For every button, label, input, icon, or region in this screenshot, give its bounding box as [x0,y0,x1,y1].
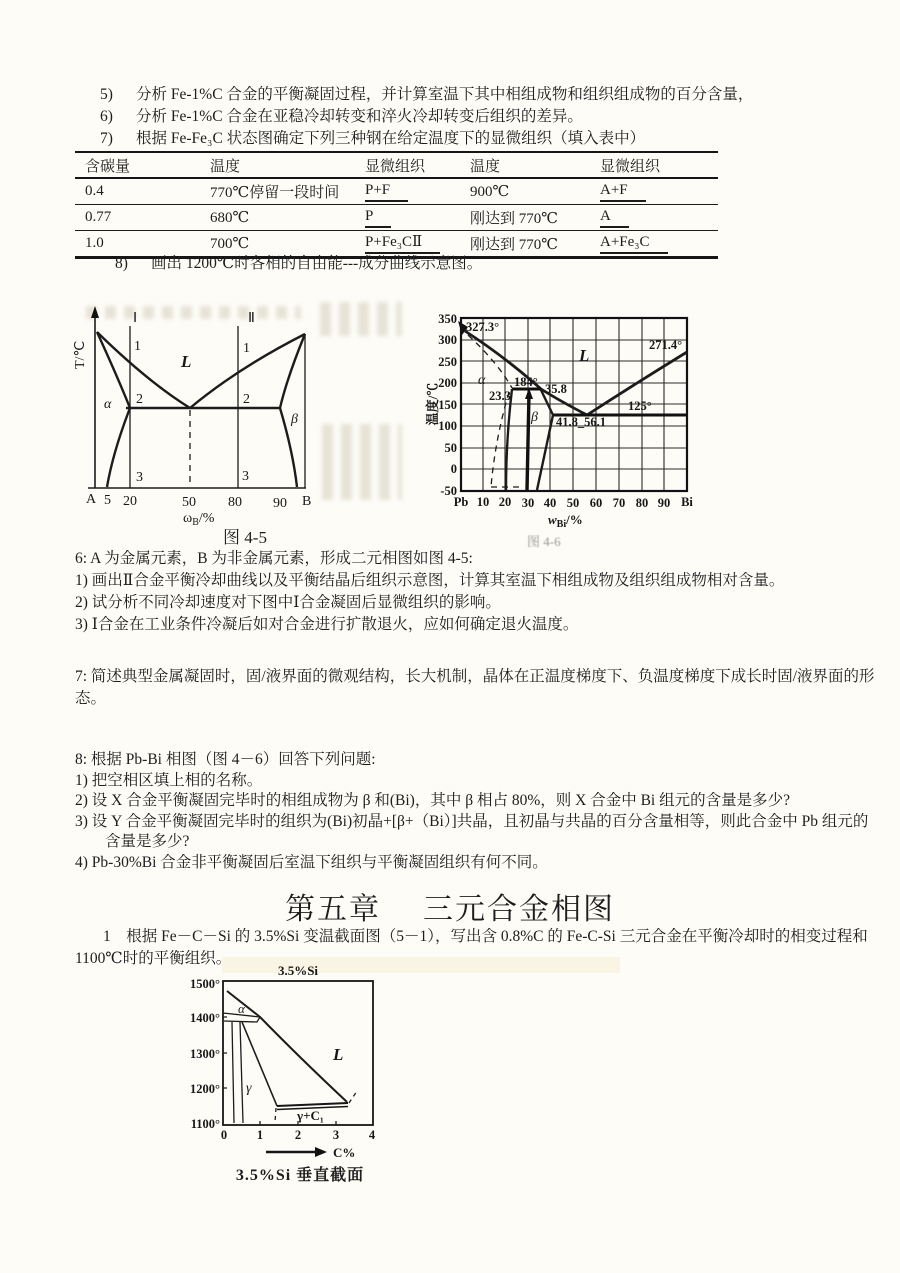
question-6-item: 2) 试分析不同冷却速度对下图中Ⅰ合金凝固后显微组织的影响。 [75,594,501,611]
fig51-dashed-left [275,1108,276,1122]
fig51-left-boundary-1 [232,1022,234,1123]
fig45-eutectic-diagram [73,306,311,528]
fig46-y-tick: 150 [438,398,457,412]
fig45-x-tick: B [302,494,312,509]
item-number: 8) [115,255,128,272]
fig51-y-tick: 1400° [190,1011,220,1025]
fig51-x-axis-label: C% [333,1145,356,1160]
fig46-x-tick: 20 [498,495,512,509]
cell-answer: P+Fe₃CⅡ [365,233,440,254]
fig46-y-tick: -50 [440,484,457,498]
fig46-x-tick: 80 [635,496,649,510]
fig51-left-boundary-2 [240,1022,243,1123]
fig45-x-tick: 50 [182,495,196,510]
cell-answer: P+F [365,181,408,202]
fig45-y-axis-label: T/℃ [73,340,88,369]
fig51-liquidus [227,991,347,1102]
question-8 [75,750,875,873]
fig45-point-label: 2 [243,392,250,407]
question-8-item: 1) 把空相区填上相的名称。 [75,771,263,789]
fig46-y-tick: 350 [438,312,457,326]
fig45-point-label: 2 [136,392,143,407]
fig51-eutectic-line-1 [277,1103,348,1106]
fig51-x-tick: 2 [294,1128,302,1142]
question-6-item: 1) 画出Ⅱ合金平衡冷却曲线以及平衡结晶后组织示意图，计算其室温下相组成物及组织组成物相对含量。 [75,572,785,589]
question-6-item: 3) Ⅰ合金在工业条件冷凝后如对合金进行扩散退火，应如何确定退火温度。 [75,616,579,633]
question-8-title: 8: 根据 Pb-Bi 相图（图 4－6）回答下列问题: [75,751,376,768]
fig46-x-tick: 60 [589,496,603,510]
fig51-region-alpha: α [238,1001,245,1016]
cell-answer: P [365,207,391,228]
item-text: 分析 Fe-1%C 合金在亚稳冷却转变和淬火冷却转变后组织的差异。 [136,108,583,125]
fig51-frame [223,981,373,1125]
fig51-x-tick: 1 [256,1128,264,1142]
fig46-ann-23-3: 23.3 [489,389,511,403]
fig46-pbbi-diagram [425,312,693,530]
col-header: 含碳量 [85,158,131,175]
fig45-caption: 图 4-5 [223,528,267,547]
fig51-title: 3.5%Si [277,963,319,978]
fig46-x-tick: 40 [543,496,557,510]
fig51-region-gamma: γ [246,1081,252,1096]
fig45-y-axis-arrow [91,306,99,318]
question-8-item: 2) 设 X 合金平衡凝固完毕时的相组成物为 β 和(Bi)，其中 β 相占 80%，则 X 合金中 Bi 组元的含量是多少? [75,792,790,809]
fig45-x-tick: 80 [228,495,242,510]
fig46-x-tick: 50 [566,496,580,510]
item-number: 7) [100,130,113,147]
fig45-region-L: L [181,352,192,371]
cell-answer: A [600,207,629,228]
fig46-ann-125: 125° [628,399,652,413]
fig46-y-tick: 200 [438,376,457,390]
fig51-band-line [224,1017,260,1022]
cell-carbon: 0.77 [85,209,112,225]
fig51-y-tick: 1500° [190,977,220,991]
fig51-y-tick: 1200° [190,1082,220,1096]
question-6-title: 6: A 为金属元素，B 为非金属元素，形成二元相图如图 4-5: [75,550,473,567]
cell-carbon: 0.4 [85,183,104,199]
fig45-point-label: 3 [242,469,249,484]
fig45-x-tick: A [86,492,97,507]
fig45-x-tick: 5 [104,493,111,508]
fig45-x-axis-label: $\omega_B/\%$ [183,511,215,528]
cell-answer: A+F [600,181,646,202]
fig51-x-tick: 3 [332,1128,340,1142]
col-header: 温度 [470,158,501,175]
fig46-bi-melting-point: 271.4° [649,338,683,352]
fig46-beta-left-boundary [527,393,529,490]
fig51-x-axis-arrowhead [315,1147,327,1157]
fig46-x-tick: 10 [476,495,490,509]
fig51-y-tick: 1300° [190,1047,220,1061]
fig46-region-alpha: α [478,373,486,388]
fig46-ann-35-8: 35.8 [545,382,567,396]
item-text: 根据 Fe-Fe₃C 状态图确定下列三种钢在给定温度下的显微组织（填入表中） [136,130,646,147]
item-text: 分析 Fe-1%C 合金的平衡凝固过程，并计算室温下其中相组成物和组织组成物的百分含量， [136,86,754,103]
fig45-x-tick: 90 [273,496,287,511]
fig51-x-tick: 0 [220,1128,228,1142]
fig46-y-tick: 300 [438,333,457,347]
item-text: 画出 1200℃时各相的自由能---成分曲线示意图。 [151,255,483,272]
fig51-x-tick: 4 [368,1128,376,1142]
question-6 [75,548,890,636]
fig46-ann-184: 184° [514,375,538,389]
fig51-dashed-right [349,1091,357,1103]
fig45-point-label: 3 [136,470,143,485]
fig45-solvus-left [107,408,130,487]
cell-answer: A+Fe₃C [600,233,668,254]
fig46-x-tick: Bi [681,495,693,509]
fig46-y-tick: 50 [444,441,457,455]
fig51-region-gamma-c1: γ+C₁ [297,1108,324,1123]
fig46-caption-clipped: 图 4-6 [527,534,561,549]
fig46-x-tick: 90 [657,496,671,510]
fig45-point-label: 1 [134,339,141,354]
fig45-solidus-left [97,332,130,408]
fig46-x-tick: 70 [612,496,626,510]
fig45-point-label: 1 [243,341,250,356]
fig51-caption: 3.5%Si 垂直截面 [235,1167,365,1184]
item-number: 6) [100,108,113,125]
chapter-title: 三元合金相图 [423,893,615,926]
fig46-region-L: L [579,346,590,365]
question-8-item: 3) 设 Y 合金平衡凝固完毕时的组织为(Bi)初晶+[β+（Bi）]共晶，且初晶与共晶的百分含量相等，则此合金中 Pb 组元的含量是多少? [75,812,869,850]
item-number: 5) [100,86,113,103]
fig51-y-tick: 1100° [190,1117,220,1131]
fig46-beta-right-boundary [537,390,553,490]
fig46-region-beta: β [531,410,538,425]
fig46-y-tick: 0 [450,462,457,476]
cell-temp: 700℃ [210,236,250,252]
fig46-pb-melting-point: 327.3° [466,320,500,334]
fig46-x-tick: 30 [521,496,535,510]
fig45-alloy2-label: Ⅱ [248,311,255,326]
fig46-x-axis-label: $w_{Bi}/\%$ [548,512,583,530]
chapter5-question-1: 1 根据 Fe－C－Si 的 3.5%Si 变温截面图（5－1），写出含 0.8%C 的 Fe-C-Si 三元合金在平衡冷却时的相变过程和 1100℃时的平衡组织。 [75,928,868,967]
cell-temp: 刚达到 770℃ [470,211,559,227]
chapter-heading [0,884,900,928]
question-7: 7: 简述典型金属凝固时，固/液界面的微观结构，长大机制，晶体在正温度梯度下、负温度梯度下成长时固/液界面的形态。 [75,668,875,707]
col-header: 显微组织 [365,158,426,175]
fig46-ann-41-56: 41.8_56.1 [556,415,606,429]
col-header: 显微组织 [600,158,661,175]
col-header: 温度 [210,158,241,175]
chapter-number: 第五章 [285,893,381,926]
cell-temp: 770℃停留一段时间 [210,185,340,201]
fig51-vertical-section [190,963,376,1160]
question-8-item: 4) Pb-30%Bi 合金非平衡凝固后室温下组织与平衡凝固组织有何不同。 [75,853,548,871]
fig45-alloy1-label: Ⅰ [133,311,138,326]
fig45-region-alpha: α [104,397,112,412]
fig45-region-beta: β [291,412,298,427]
fig46-y-tick: 100 [438,419,457,433]
cell-temp: 刚达到 770℃ [470,237,559,253]
cell-temp: 900℃ [470,184,510,200]
fig45-x-tick: 20 [123,494,137,509]
fig51-region-L: L [333,1045,344,1064]
fig46-y-tick: 250 [438,355,457,369]
cell-carbon: 1.0 [85,235,104,251]
cell-temp: 680℃ [210,210,250,226]
fig46-x-tick: Pb [453,495,469,509]
fig46-y-axis-label: 温度/℃ [425,382,440,426]
